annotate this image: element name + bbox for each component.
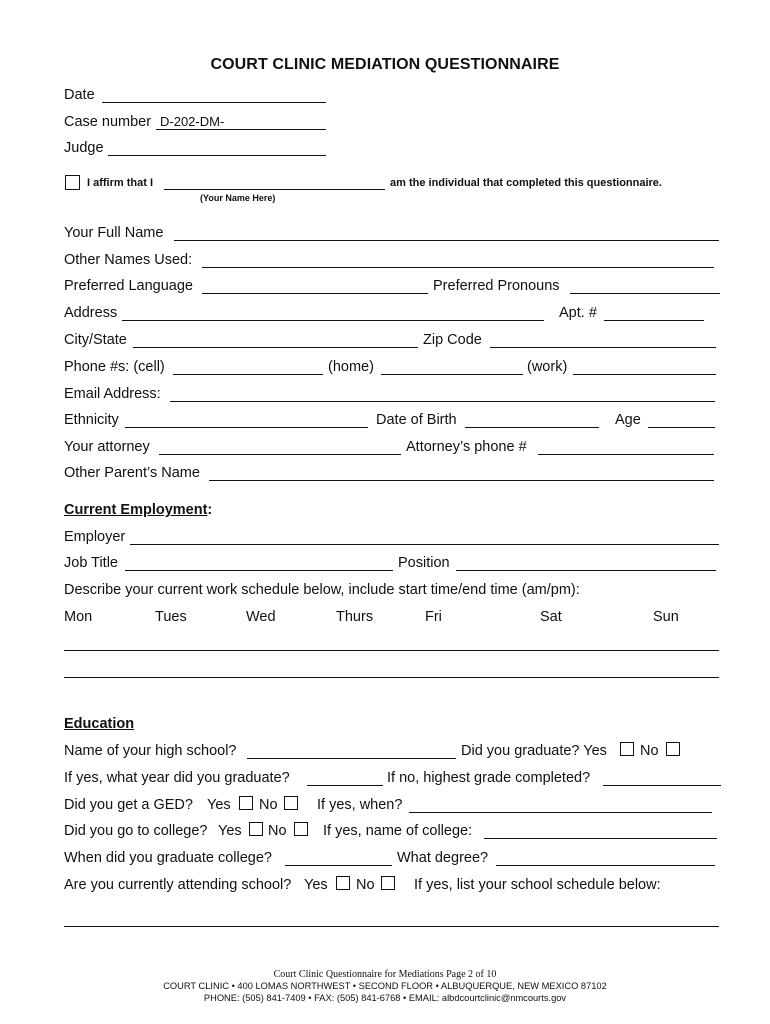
college-no-checkbox[interactable] <box>294 822 308 836</box>
zip-field[interactable] <box>490 347 716 348</box>
highest-grade-field[interactable] <box>603 785 721 786</box>
employer-field[interactable] <box>130 544 719 545</box>
email-field[interactable] <box>170 401 715 402</box>
page-title: COURT CLINIC MEDIATION QUESTIONNAIRE <box>210 56 560 73</box>
college-name-field[interactable] <box>484 838 717 839</box>
attending-label: Are you currently attending school? <box>64 877 292 893</box>
city-state-field[interactable] <box>133 347 418 348</box>
attorney-field[interactable] <box>159 454 401 455</box>
college-when-field[interactable] <box>285 865 392 866</box>
address-field[interactable] <box>122 320 544 321</box>
college-yes-checkbox[interactable] <box>249 822 263 836</box>
school-schedule-field[interactable] <box>64 926 719 927</box>
ged-no-label: No <box>259 797 278 813</box>
apt-field[interactable] <box>604 320 704 321</box>
other-parent-field[interactable] <box>209 480 714 481</box>
degree-field[interactable] <box>496 865 715 866</box>
college-when-label: When did you graduate college? <box>64 850 272 866</box>
year-graduate-field[interactable] <box>307 785 383 786</box>
education-heading: Education <box>64 716 135 732</box>
footer-contact: PHONE: (505) 841-7409 • FAX: (505) 841-6768 • EMAIL: albdcourtclinic@nmcourts.gov <box>203 993 567 1003</box>
employer-label: Employer <box>64 529 126 545</box>
pref-pronouns-label: Preferred Pronouns <box>433 278 560 294</box>
affirm-prefix: I affirm that I <box>87 177 154 189</box>
attorney-phone-field[interactable] <box>538 454 714 455</box>
zip-label: Zip Code <box>423 332 482 348</box>
judge-field[interactable] <box>108 155 326 156</box>
other-parent-label: Other Parent’s Name <box>64 465 200 481</box>
affirm-checkbox[interactable] <box>65 175 80 190</box>
phone-cell-field[interactable] <box>173 374 323 375</box>
employment-heading-text: Current Employment <box>64 502 208 518</box>
day-thurs: Thurs <box>336 609 374 625</box>
phone-work-label: (work) <box>527 359 568 375</box>
work-schedule-line-2[interactable] <box>64 677 719 678</box>
other-names-label: Other Names Used: <box>64 252 193 268</box>
day-sat: Sat <box>540 609 562 625</box>
full-name-field[interactable] <box>174 240 719 241</box>
attending-no-checkbox[interactable] <box>381 876 395 890</box>
day-sun: Sun <box>653 609 679 625</box>
age-field[interactable] <box>648 427 715 428</box>
college-yes-label: Yes <box>218 823 242 839</box>
affirm-hint: (Your Name Here) <box>200 193 276 203</box>
footer-address: COURT CLINIC • 400 LOMAS NORTHWEST • SECOND FLOOR • ALBUQUERQUE, NEW MEXICO 87102 <box>163 981 607 991</box>
pref-language-field[interactable] <box>202 293 428 294</box>
affirm-suffix: am the individual that completed this questionnaire. <box>390 177 662 189</box>
attending-yes-checkbox[interactable] <box>336 876 350 890</box>
pref-language-label: Preferred Language <box>64 278 193 294</box>
full-name-label: Your Full Name <box>64 225 164 241</box>
ged-when-label: If yes, when? <box>317 797 403 813</box>
case-number-label: Case number <box>64 114 152 130</box>
schedule-prompt: Describe your current work schedule below, include start time/end time (am/pm): <box>64 582 580 598</box>
case-number-field[interactable] <box>156 129 326 130</box>
email-label: Email Address: <box>64 386 161 402</box>
phone-work-field[interactable] <box>573 374 716 375</box>
job-title-label: Job Title <box>64 555 118 571</box>
job-title-field[interactable] <box>125 570 393 571</box>
attorney-label: Your attorney <box>64 439 150 455</box>
work-schedule-line-1[interactable] <box>64 650 719 651</box>
employment-heading-colon: : <box>207 502 213 518</box>
graduate-yes-checkbox[interactable] <box>620 742 634 756</box>
judge-label: Judge <box>64 140 104 156</box>
footer-page-info: Court Clinic Questionnaire for Mediations Page 2 of 10 <box>273 969 497 980</box>
college-label: Did you go to college? <box>64 823 208 839</box>
date-field[interactable] <box>102 102 326 103</box>
day-tues: Tues <box>155 609 187 625</box>
ged-yes-label: Yes <box>207 797 231 813</box>
phone-home-field[interactable] <box>381 374 523 375</box>
high-school-label: Name of your high school? <box>64 743 237 759</box>
ethnicity-field[interactable] <box>125 427 368 428</box>
dob-label: Date of Birth <box>376 412 457 428</box>
ged-no-checkbox[interactable] <box>284 796 298 810</box>
date-label: Date <box>64 87 95 103</box>
ged-when-field[interactable] <box>409 812 712 813</box>
pref-pronouns-field[interactable] <box>570 293 720 294</box>
phone-home-label: (home) <box>328 359 374 375</box>
ged-label: Did you get a GED? <box>64 797 193 813</box>
dob-field[interactable] <box>465 427 599 428</box>
day-fri: Fri <box>425 609 442 625</box>
case-number-value: D-202-DM- <box>160 114 225 129</box>
affirm-name-field[interactable] <box>164 189 385 190</box>
ged-yes-checkbox[interactable] <box>239 796 253 810</box>
graduate-no-checkbox[interactable] <box>666 742 680 756</box>
address-label: Address <box>64 305 118 321</box>
school-schedule-label: If yes, list your school schedule below: <box>414 877 661 893</box>
year-graduate-label: If yes, what year did you graduate? <box>64 770 290 786</box>
city-state-label: City/State <box>64 332 127 348</box>
attending-yes-label: Yes <box>304 877 328 893</box>
position-field[interactable] <box>456 570 716 571</box>
employment-heading <box>64 502 212 518</box>
ethnicity-label: Ethnicity <box>64 412 119 428</box>
graduate-question: Did you graduate? Yes <box>461 743 607 759</box>
day-wed: Wed <box>246 609 276 625</box>
highest-grade-label: If no, highest grade completed? <box>387 770 591 786</box>
high-school-field[interactable] <box>247 758 456 759</box>
apt-label: Apt. # <box>559 305 597 321</box>
degree-label: What degree? <box>397 850 489 866</box>
attending-no-label: No <box>356 877 375 893</box>
position-label: Position <box>398 555 450 571</box>
college-name-label: If yes, name of college: <box>323 823 473 839</box>
graduate-no-label: No <box>640 743 659 759</box>
day-mon: Mon <box>64 609 93 625</box>
college-no-label: No <box>268 823 287 839</box>
attorney-phone-label: Attorney’s phone # <box>406 439 527 455</box>
phone-cell-label: Phone #s: (cell) <box>64 359 165 375</box>
age-label: Age <box>615 412 641 428</box>
other-names-field[interactable] <box>202 267 714 268</box>
